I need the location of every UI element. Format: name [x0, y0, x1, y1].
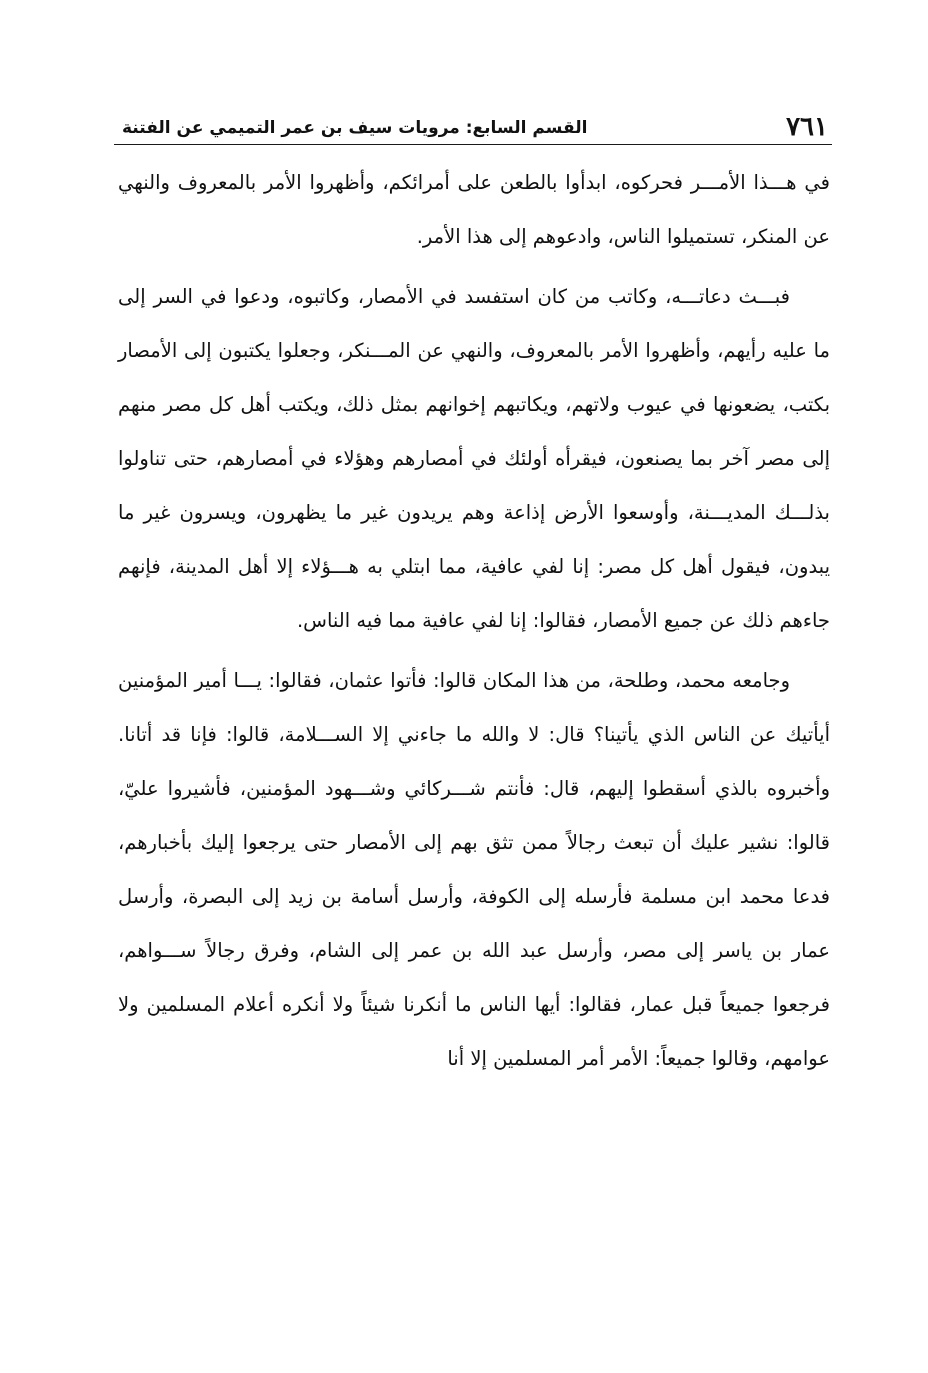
paragraph: وجامعه محمد، وطلحة، من هذا المكان قالوا: فأتوا عثمان، فقالوا: يـــا أمير المؤمنين أيأتيك عن الناس الذي يأتينا؟ قال: لا والله ما جاءني إلا الســـلامة، قالوا: فإنا قد أتانا. وأخبروه بالذي أسقطوا إليهم، قال: فأنتم شـــركائي وشـــهود المؤمنين، فأشيروا عليّ، قالوا: نشير عليك أن تبعث رجالاً ممن تثق بهم إلى الأمصار حتى يرجعوا إليك بأخبارهم، فدعا محمد ابن مسلمة فأرسله إلى الكوفة، وأرسل أسامة بن زيد إلى البصرة، وأرسل عمار بن ياسر إلى مصر، وأرسل عبد الله بن عمر إلى الشام، وفرق رجالاً ســـواهم، فرجعوا جميعاً قبل عمار، فقالوا: أيها الناس ما أنكرنا شيئاً ولا أنكره أعلام المسلمين ولا عوامهم، وقالوا جميعاً: الأمر أمر المسلمين إلا أنا	[118, 669, 830, 1070]
paragraph: فبـــث دعاتـــه، وكاتب من كان استفسد في الأمصار، وكاتبوه، ودعوا في السر إلى ما عليه رأيهم، وأظهروا الأمر بالمعروف، والنهي عن المـــنكر، وجعلوا يكتبون إلى الأمصار بكتب، يضعونها في عيوب ولاتهم، ويكاتبهم إخوانهم بمثل ذلك، ويكتب أهل كل مصر منهم إلى مصر آخر بما يصنعون، فيقرأه أولئك في أمصارهم وهؤلاء في أمصارهم، حتى تناولوا بذلـــك المديـــنة، وأوسعوا الأرض إذاعة وهم يريدون غير ما يظهرون، ويسرون غير ما يبدون، فيقول أهل كل مصر: إنا لفي عافية، مما ابتلي به هـــؤلاء إلا أهل المدينة، فإنهم جاءهم ذلك عن جميع الأمصار، فقالوا: إنا لفي عافية مما فيه الناس.	[118, 285, 830, 632]
body-text	[118, 156, 830, 1086]
running-title: القسم السابع: مرويات سيف بن عمر التميمي عن الفتنة	[122, 118, 588, 138]
running-header	[118, 104, 830, 142]
page-number: ٧٦١	[786, 112, 828, 142]
header-rule	[114, 144, 832, 145]
paragraph-continuation: في هـــذا الأمـــر فحركوه، ابدأوا بالطعن على أمرائكم، وأظهروا الأمر بالمعروف والنهي عن المنكر، تستميلوا الناس، وادعوهم إلى هذا الأمر.	[118, 171, 830, 248]
